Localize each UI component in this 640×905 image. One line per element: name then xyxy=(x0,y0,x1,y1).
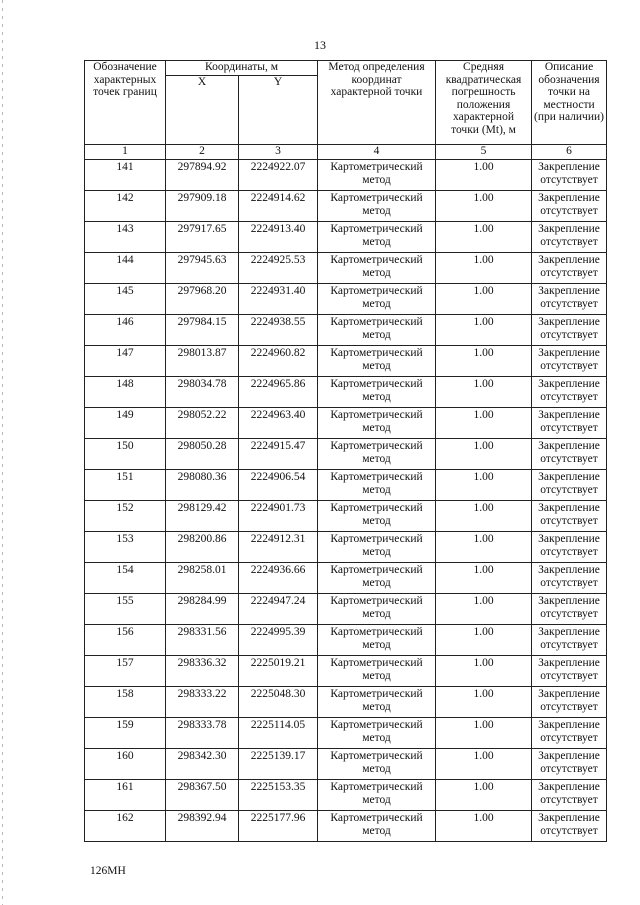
header-method: Метод определения координат характерной точки xyxy=(318,61,436,145)
table-row xyxy=(85,532,607,563)
point-id-cell: 160 xyxy=(85,749,166,780)
description-cell: Закрепление отсутствует xyxy=(532,656,607,687)
point-id-cell: 154 xyxy=(85,563,166,594)
coord-y-cell: 2225048.30 xyxy=(239,687,318,718)
table-row xyxy=(85,501,607,532)
coord-x-cell: 298080.36 xyxy=(166,470,239,501)
table-row xyxy=(85,222,607,253)
table-row xyxy=(85,749,607,780)
coord-y-cell: 2224965.86 xyxy=(239,377,318,408)
mean-error-cell: 1.00 xyxy=(436,377,532,408)
column-number: 2 xyxy=(166,145,239,160)
table-row xyxy=(85,191,607,222)
method-cell: Картометрический метод xyxy=(318,811,436,842)
column-number: 6 xyxy=(532,145,607,160)
point-id-cell: 158 xyxy=(85,687,166,718)
description-cell: Закрепление отсутствует xyxy=(532,346,607,377)
mean-error-cell: 1.00 xyxy=(436,532,532,563)
header-y: Y xyxy=(239,76,318,145)
coord-y-cell: 2224995.39 xyxy=(239,625,318,656)
method-cell: Картометрический метод xyxy=(318,253,436,284)
coord-y-cell: 2224931.40 xyxy=(239,284,318,315)
header-description: Описание обозначения точки на местности (при наличии) xyxy=(532,61,607,145)
coord-x-cell: 298034.78 xyxy=(166,377,239,408)
coord-x-cell: 298367.50 xyxy=(166,780,239,811)
coord-y-cell: 2224922.07 xyxy=(239,160,318,191)
scan-edge-marks xyxy=(2,0,3,905)
point-id-cell: 152 xyxy=(85,501,166,532)
coord-x-cell: 298052.22 xyxy=(166,408,239,439)
coord-y-cell: 2224925.53 xyxy=(239,253,318,284)
method-cell: Картометрический метод xyxy=(318,501,436,532)
point-id-cell: 146 xyxy=(85,315,166,346)
method-cell: Картометрический метод xyxy=(318,687,436,718)
description-cell: Закрепление отсутствует xyxy=(532,284,607,315)
point-id-cell: 144 xyxy=(85,253,166,284)
coord-y-cell: 2224901.73 xyxy=(239,501,318,532)
coord-x-cell: 298333.78 xyxy=(166,718,239,749)
table-row xyxy=(85,811,607,842)
page-number: 13 xyxy=(314,38,326,52)
coord-y-cell: 2224914.62 xyxy=(239,191,318,222)
point-id-cell: 141 xyxy=(85,160,166,191)
table-row xyxy=(85,780,607,811)
method-cell: Картометрический метод xyxy=(318,408,436,439)
coord-x-cell: 298129.42 xyxy=(166,501,239,532)
mean-error-cell: 1.00 xyxy=(436,408,532,439)
method-cell: Картометрический метод xyxy=(318,718,436,749)
description-cell: Закрепление отсутствует xyxy=(532,408,607,439)
coord-x-cell: 298258.01 xyxy=(166,563,239,594)
coord-x-cell: 297917.65 xyxy=(166,222,239,253)
table-row xyxy=(85,160,607,191)
point-id-cell: 153 xyxy=(85,532,166,563)
coord-x-cell: 298333.22 xyxy=(166,687,239,718)
column-number: 1 xyxy=(85,145,166,160)
coord-y-cell: 2224906.54 xyxy=(239,470,318,501)
table-row xyxy=(85,346,607,377)
method-cell: Картометрический метод xyxy=(318,377,436,408)
description-cell: Закрепление отсутствует xyxy=(532,811,607,842)
table-body xyxy=(85,160,607,842)
table-row xyxy=(85,253,607,284)
coord-x-cell: 297984.15 xyxy=(166,315,239,346)
mean-error-cell: 1.00 xyxy=(436,284,532,315)
mean-error-cell: 1.00 xyxy=(436,439,532,470)
coord-x-cell: 297968.20 xyxy=(166,284,239,315)
method-cell: Картометрический метод xyxy=(318,656,436,687)
coord-x-cell: 298392.94 xyxy=(166,811,239,842)
coord-x-cell: 298013.87 xyxy=(166,346,239,377)
method-cell: Картометрический метод xyxy=(318,160,436,191)
table-row xyxy=(85,594,607,625)
column-number: 5 xyxy=(436,145,532,160)
point-id-cell: 162 xyxy=(85,811,166,842)
mean-error-cell: 1.00 xyxy=(436,160,532,191)
point-id-cell: 155 xyxy=(85,594,166,625)
coord-y-cell: 2224963.40 xyxy=(239,408,318,439)
coord-x-cell: 297945.63 xyxy=(166,253,239,284)
mean-error-cell: 1.00 xyxy=(436,656,532,687)
point-id-cell: 148 xyxy=(85,377,166,408)
method-cell: Картометрический метод xyxy=(318,625,436,656)
mean-error-cell: 1.00 xyxy=(436,191,532,222)
header-point-designation: Обозначение характерных точек границ xyxy=(85,61,166,145)
description-cell: Закрепление отсутствует xyxy=(532,439,607,470)
description-cell: Закрепление отсутствует xyxy=(532,687,607,718)
point-id-cell: 156 xyxy=(85,625,166,656)
point-id-cell: 150 xyxy=(85,439,166,470)
description-cell: Закрепление отсутствует xyxy=(532,470,607,501)
header-row-1 xyxy=(85,61,607,76)
method-cell: Картометрический метод xyxy=(318,780,436,811)
description-cell: Закрепление отсутствует xyxy=(532,191,607,222)
column-number: 4 xyxy=(318,145,436,160)
column-number-row xyxy=(85,145,607,160)
coord-x-cell: 298331.56 xyxy=(166,625,239,656)
table-row xyxy=(85,315,607,346)
mean-error-cell: 1.00 xyxy=(436,780,532,811)
footer-code: 126МН xyxy=(90,865,126,877)
coord-y-cell: 2225153.35 xyxy=(239,780,318,811)
mean-error-cell: 1.00 xyxy=(436,222,532,253)
coord-x-cell: 297909.18 xyxy=(166,191,239,222)
table-row xyxy=(85,439,607,470)
point-id-cell: 161 xyxy=(85,780,166,811)
point-id-cell: 149 xyxy=(85,408,166,439)
header-coordinates-group: Координаты, м xyxy=(166,61,318,76)
table-row xyxy=(85,377,607,408)
coord-y-cell: 2224960.82 xyxy=(239,346,318,377)
description-cell: Закрепление отсутствует xyxy=(532,377,607,408)
description-cell: Закрепление отсутствует xyxy=(532,222,607,253)
mean-error-cell: 1.00 xyxy=(436,749,532,780)
point-id-cell: 142 xyxy=(85,191,166,222)
coord-y-cell: 2225177.96 xyxy=(239,811,318,842)
table-row xyxy=(85,656,607,687)
mean-error-cell: 1.00 xyxy=(436,501,532,532)
description-cell: Закрепление отсутствует xyxy=(532,563,607,594)
method-cell: Картометрический метод xyxy=(318,594,436,625)
coord-x-cell: 298336.32 xyxy=(166,656,239,687)
coordinates-table xyxy=(84,60,607,842)
description-cell: Закрепление отсутствует xyxy=(532,532,607,563)
table-row xyxy=(85,718,607,749)
method-cell: Картометрический метод xyxy=(318,532,436,563)
coord-y-cell: 2225019.21 xyxy=(239,656,318,687)
coord-x-cell: 298342.30 xyxy=(166,749,239,780)
description-cell: Закрепление отсутствует xyxy=(532,160,607,191)
description-cell: Закрепление отсутствует xyxy=(532,253,607,284)
coord-y-cell: 2224912.31 xyxy=(239,532,318,563)
point-id-cell: 159 xyxy=(85,718,166,749)
mean-error-cell: 1.00 xyxy=(436,253,532,284)
header-mean-error: Средняя квадратическая погрешность положения характерной точки (Mt), м xyxy=(436,61,532,145)
coord-y-cell: 2224936.66 xyxy=(239,563,318,594)
description-cell: Закрепление отсутствует xyxy=(532,594,607,625)
description-cell: Закрепление отсутствует xyxy=(532,749,607,780)
coord-y-cell: 2225139.17 xyxy=(239,749,318,780)
table-row xyxy=(85,408,607,439)
description-cell: Закрепление отсутствует xyxy=(532,780,607,811)
method-cell: Картометрический метод xyxy=(318,563,436,594)
coord-x-cell: 298200.86 xyxy=(166,532,239,563)
point-id-cell: 145 xyxy=(85,284,166,315)
table-row xyxy=(85,284,607,315)
mean-error-cell: 1.00 xyxy=(436,563,532,594)
point-id-cell: 147 xyxy=(85,346,166,377)
description-cell: Закрепление отсутствует xyxy=(532,501,607,532)
point-id-cell: 157 xyxy=(85,656,166,687)
coord-y-cell: 2225114.05 xyxy=(239,718,318,749)
mean-error-cell: 1.00 xyxy=(436,346,532,377)
method-cell: Картометрический метод xyxy=(318,222,436,253)
method-cell: Картометрический метод xyxy=(318,284,436,315)
coord-y-cell: 2224938.55 xyxy=(239,315,318,346)
method-cell: Картометрический метод xyxy=(318,470,436,501)
table-row xyxy=(85,687,607,718)
description-cell: Закрепление отсутствует xyxy=(532,625,607,656)
mean-error-cell: 1.00 xyxy=(436,687,532,718)
method-cell: Картометрический метод xyxy=(318,749,436,780)
table-row xyxy=(85,563,607,594)
coord-y-cell: 2224913.40 xyxy=(239,222,318,253)
description-cell: Закрепление отсутствует xyxy=(532,718,607,749)
method-cell: Картометрический метод xyxy=(318,439,436,470)
mean-error-cell: 1.00 xyxy=(436,625,532,656)
method-cell: Картометрический метод xyxy=(318,191,436,222)
mean-error-cell: 1.00 xyxy=(436,315,532,346)
description-cell: Закрепление отсутствует xyxy=(532,315,607,346)
method-cell: Картометрический метод xyxy=(318,346,436,377)
point-id-cell: 143 xyxy=(85,222,166,253)
table-row xyxy=(85,470,607,501)
header-x: X xyxy=(166,76,239,145)
table-row xyxy=(85,625,607,656)
point-id-cell: 151 xyxy=(85,470,166,501)
method-cell: Картометрический метод xyxy=(318,315,436,346)
mean-error-cell: 1.00 xyxy=(436,718,532,749)
mean-error-cell: 1.00 xyxy=(436,470,532,501)
column-number: 3 xyxy=(239,145,318,160)
coord-y-cell: 2224947.24 xyxy=(239,594,318,625)
coord-x-cell: 298050.28 xyxy=(166,439,239,470)
coord-x-cell: 298284.99 xyxy=(166,594,239,625)
mean-error-cell: 1.00 xyxy=(436,811,532,842)
coord-x-cell: 297894.92 xyxy=(166,160,239,191)
coord-y-cell: 2224915.47 xyxy=(239,439,318,470)
mean-error-cell: 1.00 xyxy=(436,594,532,625)
